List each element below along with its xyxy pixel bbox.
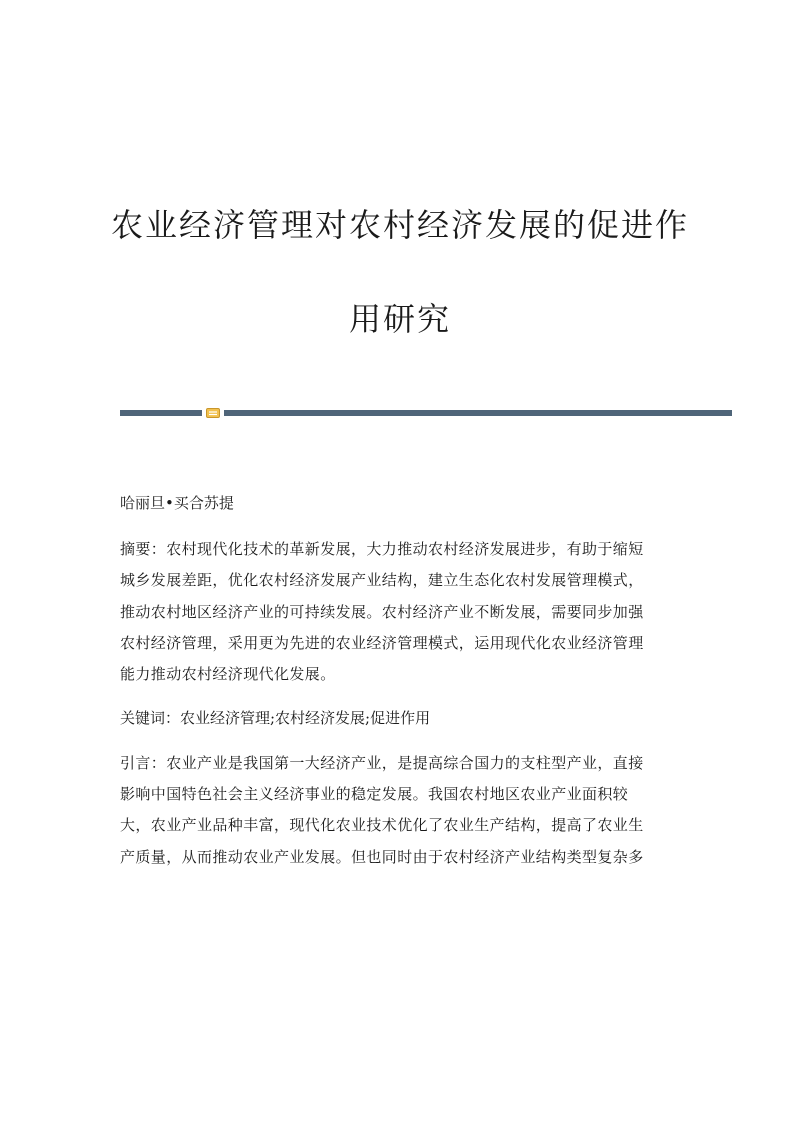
keywords-line: 关键词：农业经济管理;农村经济发展;促进作用 — [120, 709, 431, 728]
divider-bar-right — [224, 410, 732, 416]
title-line-2: 用研究 — [348, 300, 451, 338]
intro-paragraph — [120, 748, 680, 873]
intro-line: 影响中国特色社会主义经济事业的稳定发展。我国农村地区农业产业面积较 — [120, 785, 629, 804]
abstract-line: 推动农村地区经济产业的可持续发展。农村经济产业不断发展，需要同步加强 — [120, 602, 644, 621]
title-divider — [120, 408, 732, 418]
abstract-paragraph — [120, 534, 680, 690]
author-name: 哈丽旦•买合苏提 — [120, 494, 234, 512]
document-title — [60, 178, 740, 366]
abstract-line: 城乡发展差距，优化农村经济发展产业结构，建立生态化农村发展管理模式， — [120, 571, 644, 590]
divider-bar-left — [120, 410, 202, 416]
document-body — [120, 485, 680, 873]
title-line-1: 农业经济管理对农村经济发展的促进作 — [110, 206, 689, 244]
book-icon — [206, 408, 220, 418]
abstract-line: 能力推动农村经济现代化发展。 — [120, 665, 336, 684]
intro-line: 引言：农业产业是我国第一大经济产业，是提高综合国力的支柱型产业，直接 — [120, 753, 644, 772]
abstract-line: 农村经济管理，采用更为先进的农业经济管理模式，运用现代化农业经济管理 — [120, 633, 644, 652]
intro-line: 产质量，从而推动农业产业发展。但也同时由于农村经济产业结构类型复杂多 — [120, 847, 644, 866]
intro-line: 大，农业产业品种丰富，现代化农业技术优化了农业生产结构，提高了农业生 — [120, 816, 644, 835]
abstract-line: 摘要：农村现代化技术的革新发展，大力推动农村经济发展进步，有助于缩短 — [120, 540, 644, 558]
